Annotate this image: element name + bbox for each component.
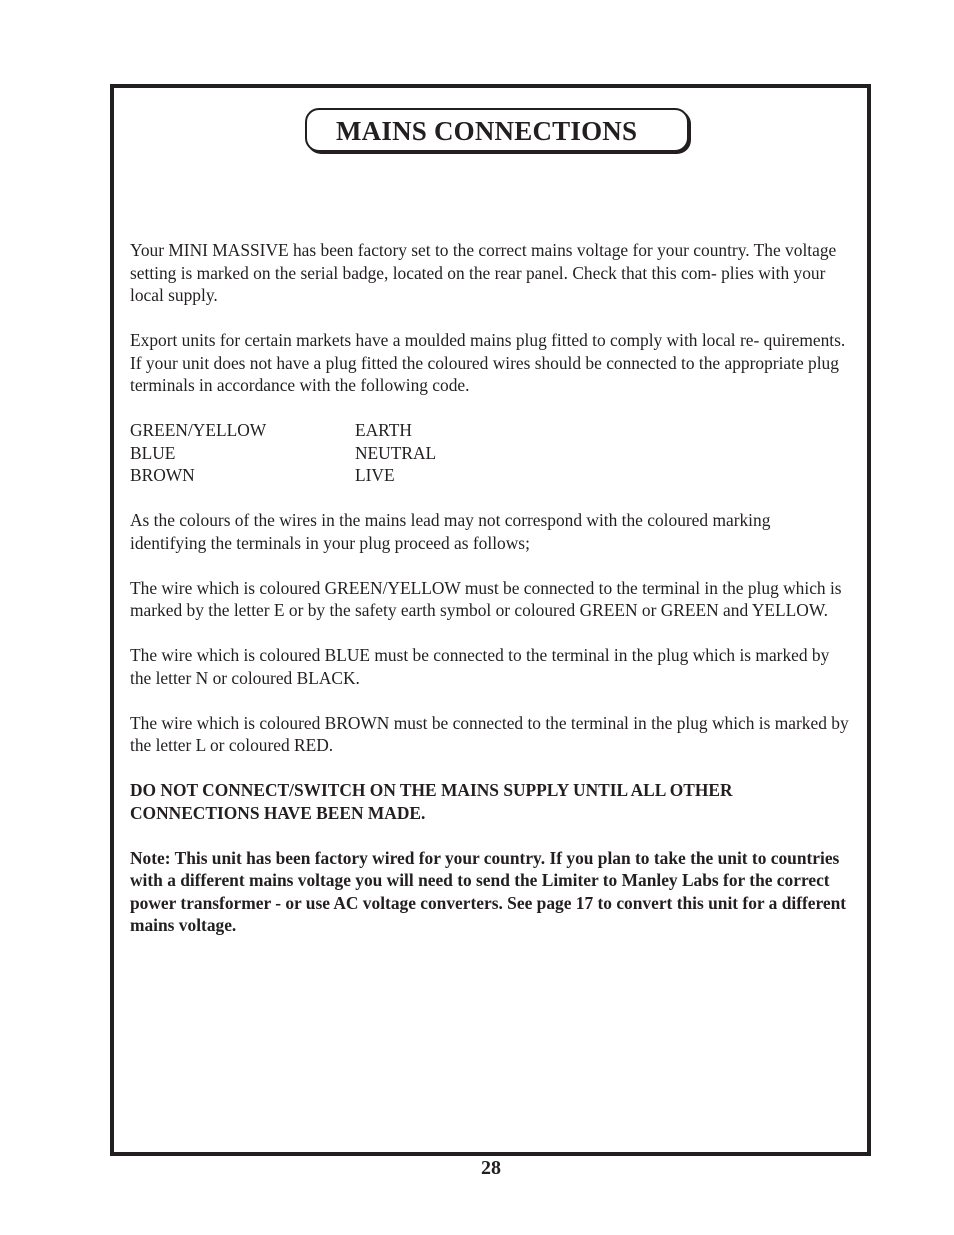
wire-code-row xyxy=(130,419,436,442)
wire-code-row xyxy=(130,442,436,465)
wire-code-row xyxy=(130,464,436,487)
intro-paragraph: Your MINI MASSIVE has been factory set to the correct mains voltage for your country. The voltage setting is marked on the serial badge, located on the rear panel. Check that this com- plies with your local supply. xyxy=(130,240,837,305)
page-number: 28 xyxy=(481,1157,501,1179)
blue-paragraph: The wire which is coloured BLUE must be connected to the terminal in the plug which is marked by the letter N or coloured BLACK. xyxy=(130,645,830,688)
wire-colour: GREEN/YELLOW xyxy=(130,420,267,440)
wire-colour: BROWN xyxy=(130,465,195,485)
wire-terminal: NEUTRAL xyxy=(355,442,437,463)
wire-colour: BLUE xyxy=(130,442,176,463)
green-yellow-paragraph: The wire which is coloured GREEN/YELLOW must be connected to the terminal in the plug which is marked by the letter E or by the safety earth symbol or coloured GREEN or GREEN and YELLOW. xyxy=(130,577,842,620)
title-box xyxy=(305,108,689,152)
export-paragraph: Export units for certain markets have a moulded mains plug fitted to comply with local re- quirements. If your unit does not have a plug fitted the coloured wires should be connected to the appropriate plug terminals in accordance with the following code. xyxy=(130,330,846,395)
note-paragraph: Note: This unit has been factory wired for your country. If you plan to take the unit to countries with a different mains voltage you will need to send the Limiter to Manley Labs for the correct power transformer - or use AC voltage converters. See page 17 to convert this unit for a different mains voltage. xyxy=(130,847,847,935)
warning-paragraph: DO NOT CONNECT/SWITCH ON THE MAINS SUPPLY UNTIL ALL OTHER CONNECTIONS HAVE BEEN MADE. xyxy=(130,780,733,823)
body-content xyxy=(130,239,850,959)
wire-terminal: LIVE xyxy=(355,465,395,485)
brown-paragraph: The wire which is coloured BROWN must be connected to the terminal in the plug which is marked by the letter L or coloured RED. xyxy=(130,712,849,755)
colours-paragraph: As the colours of the wires in the mains lead may not correspond with the coloured marking identifying the terminals in your plug proceed as follows; xyxy=(130,510,771,553)
wire-terminal: EARTH xyxy=(355,420,412,440)
wire-code-table xyxy=(130,419,436,487)
page-title: MAINS CONNECTIONS xyxy=(336,116,638,146)
